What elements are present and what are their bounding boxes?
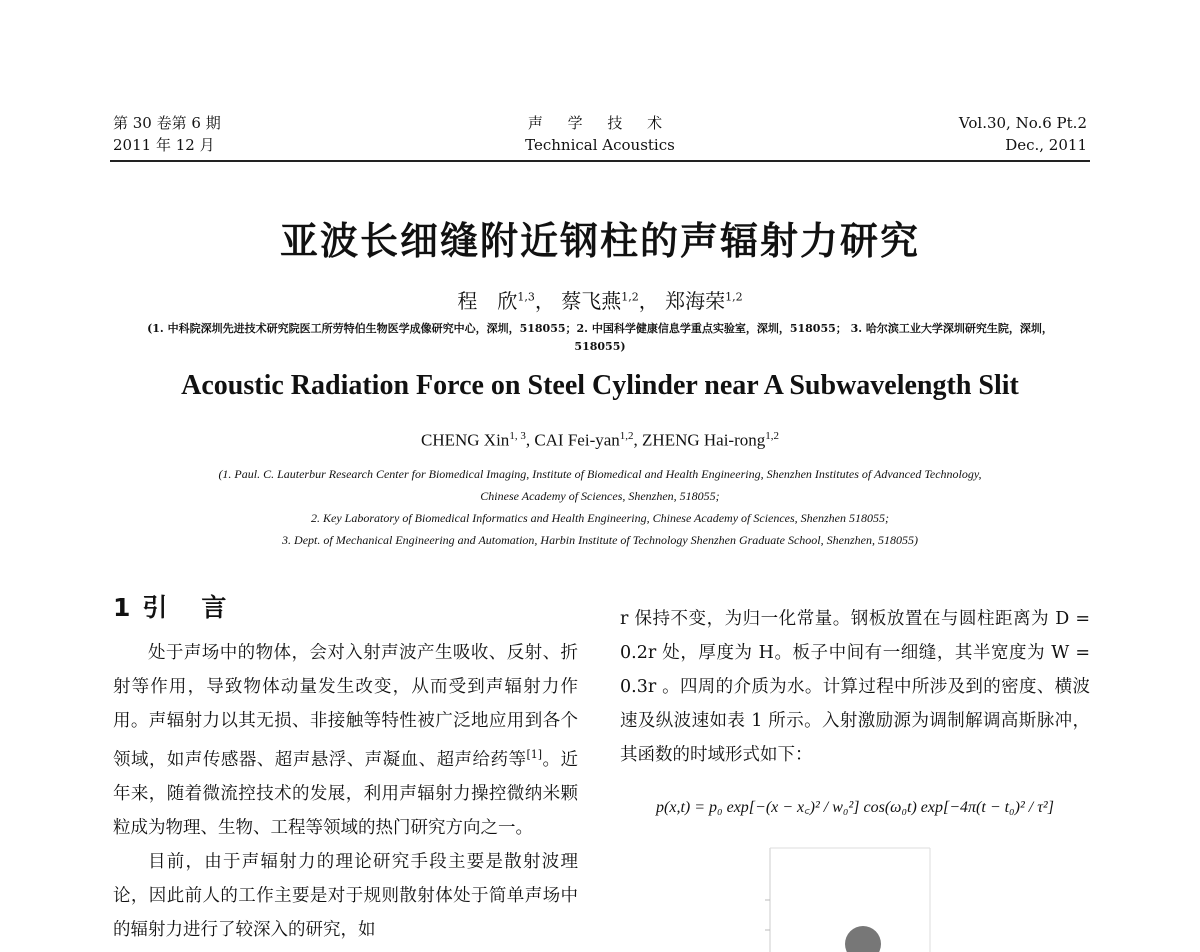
paragraph: r 保持不变，为归一化常量。钢板放置在与圆柱距离为 D = 0.2r 处，厚度为 H。板子中间有一细缝，其半宽度为 W = 0.3r 。四周的介质为水。计算过程中所涉及到的密度、横波速及纵波速如表 1 所示。入射激励源为调制解调高斯脉冲，其函数的时域形式如下： bbox=[620, 609, 1090, 765]
issue-date: 2011 年 12 月 bbox=[113, 136, 215, 154]
paragraph-text: 。近年来，随着微流控技术的发展，利用声辐射力操控微纳米颗粒成为物理、生物、工程等领域的热门研究方向之一。 bbox=[113, 749, 578, 838]
affiliation-line: (1. Paul. C. Lauterbur Research Center for Biomedical Imaging, Institute of Biomedical and Health Engineering, Shenzhen Institutes of Advanced Technology, bbox=[218, 467, 982, 481]
author-en: CHENG Xin bbox=[421, 430, 510, 450]
author-en: ZHENG Hai-rong bbox=[642, 430, 766, 450]
issue-info-en bbox=[959, 112, 1087, 156]
title-cn: 亚波长细缝附近钢柱的声辐射力研究 bbox=[279, 219, 920, 263]
author-sup: 1,2 bbox=[619, 430, 634, 442]
affiliation-line: 2. Key Laboratory of Biomedical Informatics and Health Engineering, Chinese Academy of Sciences, Shenzhen 518055; bbox=[310, 511, 889, 525]
author-cn: 蔡飞燕 bbox=[561, 289, 622, 313]
author-sup: 1,2 bbox=[621, 290, 639, 304]
affiliation-line: Chinese Academy of Sciences, Shenzhen, 518055; bbox=[480, 489, 720, 503]
author-sup: 1,3 bbox=[517, 290, 535, 304]
volume-issue: 第 30 卷第 6 期 bbox=[113, 114, 221, 132]
header-rule bbox=[110, 160, 1090, 162]
issue-info bbox=[113, 112, 221, 156]
author-sup: 1, 3 bbox=[509, 430, 526, 442]
section-title-part: 言 bbox=[201, 593, 229, 622]
paragraph: 目前，由于声辐射力的理论研究手段主要是散射波理论，因此前人的工作主要是对于规则散射体处于简单声场中的辐射力进行了较深入的研究，如 bbox=[113, 851, 578, 940]
section-heading bbox=[113, 588, 228, 624]
issue-date-en: Dec., 2011 bbox=[1005, 136, 1087, 154]
authors-en: CHENG Xin$^{1, 3}$, CAI Fei-yan$^{1,2}$, ZHENG Hai-rong$^{1,2}$ bbox=[421, 430, 779, 450]
title-en: Acoustic Radiation Force on Steel Cylinder near A Subwavelength Slit bbox=[181, 370, 1019, 401]
authors-cn: 程 欣$^{1,3}$， 蔡飞燕$^{1,2}$， 郑海荣$^{1,2}$ bbox=[457, 289, 743, 313]
affiliation-line: 3. Dept. of Mechanical Engineering and Automation, Harbin Institute of Technology Shenzhen Graduate School, Shenzhen, 518055) bbox=[282, 533, 918, 547]
section-number: 1 bbox=[113, 593, 133, 622]
cylinder-shape bbox=[845, 926, 881, 952]
author-sup: 1,2 bbox=[765, 430, 779, 442]
author-cn: 郑海荣 bbox=[665, 289, 726, 313]
left-column bbox=[113, 636, 578, 947]
figure-plot bbox=[730, 840, 950, 952]
volume-issue-en: Vol.30, No.6 Pt.2 bbox=[958, 114, 1087, 132]
section-title-part: 引 bbox=[142, 593, 170, 622]
journal-name bbox=[450, 112, 750, 156]
affiliation-en bbox=[110, 463, 1090, 551]
equation: p(x,t) = p₀ exp[−(x − x꜀)² / w₀²] cos(ω₀t) exp[−4π(t − t₀)² / τ²] bbox=[656, 799, 1054, 816]
right-column bbox=[620, 602, 1090, 772]
author-cn: 程 欣 bbox=[457, 289, 518, 313]
paragraph-text: 处于声场中的物体，会对入射声波产生吸收、反射、折射等作用，导致物体动量发生改变，从而受到声辐射力作用。声辐射力以其无损、非接触等特性被广泛地应用到各个领域，如声传感器、超声悬浮、声凝血、超声给药等 bbox=[113, 643, 578, 770]
journal-name-cn: 声 学 技 术 bbox=[527, 114, 673, 132]
journal-name-en: Technical Acoustics bbox=[525, 136, 675, 154]
citation-ref: [1] bbox=[526, 748, 543, 761]
author-en: CAI Fei-yan bbox=[534, 430, 620, 450]
affiliation-cn: (1. 中科院深圳先进技术研究院医工所劳特伯生物医学成像研究中心，深圳，518055；2. 中国科学健康信息学重点实验室，深圳，518055； 3. 哈尔滨工业大学深圳研究生院，深圳，518055) bbox=[147, 322, 1053, 353]
paragraph bbox=[113, 636, 578, 845]
author-sup: 1,2 bbox=[725, 290, 743, 304]
